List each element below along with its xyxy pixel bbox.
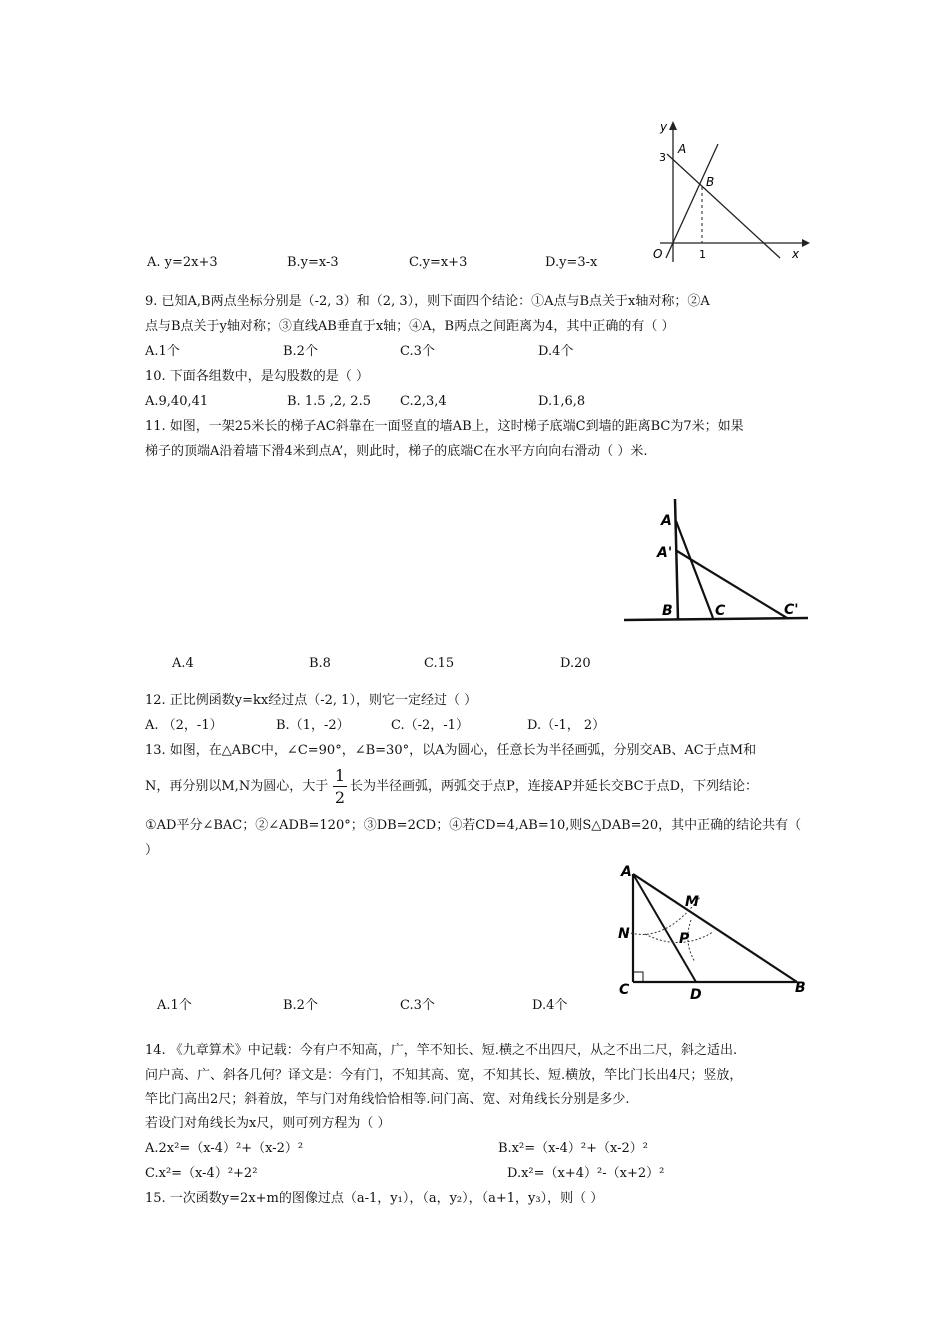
q14-line-1: 14. 《九章算术》中记载：今有户不知高，广，竿不知长、短.横之不出四尺，从之不出二尺，斜之适出. <box>145 1043 738 1058</box>
q11-option-c: C.15 <box>424 656 455 671</box>
label-a: A <box>661 513 672 529</box>
q10-stem: 10. 下面各组数中，是勾股数的是（ ） <box>145 369 369 384</box>
label-a-prime: A' <box>657 545 673 561</box>
q13-option-d: D.4个 <box>532 998 568 1013</box>
wall-line <box>675 499 678 620</box>
q13-fraction <box>333 766 347 807</box>
y-axis-label: y <box>660 120 668 134</box>
q9-line-1: 9. 已知A,B两点坐标分别是（-2, 3）和（2, 3），则下面四个结论：①A点与B点关于x轴对称；②A <box>145 294 710 309</box>
q12-option-c: C.（-2，-1） <box>391 718 469 733</box>
q12-option-d: D.（-1， 2） <box>527 718 606 733</box>
bisector-ad <box>633 874 696 982</box>
q13-option-a: A.1个 <box>157 998 192 1013</box>
q9-option-b: B.2个 <box>283 344 318 359</box>
q13-line-3: ①AD平分∠BAC；②∠ADB=120°；③DB=2CD；④若CD=4,AB=10,则S△DAB=20，其中正确的结论共有（ <box>145 818 802 833</box>
ladder-a-prime-c-prime <box>677 551 787 618</box>
q10-option-d: D.1,6,8 <box>538 394 586 409</box>
label-a: A <box>621 864 632 880</box>
q11-option-d: D.20 <box>560 656 591 671</box>
q12-option-b: B.（1，-2） <box>276 718 350 733</box>
q13-line-4: ） <box>145 843 159 858</box>
q13-line-2a: N，再分别以M,N为圆心，大于 <box>145 779 329 794</box>
point-a-label: A <box>678 142 687 156</box>
q13-line-2b: 长为半径画弧，两弧交于点P，连接AP并延长交BC于点D，下列结论： <box>350 779 759 794</box>
q10-option-b: B. 1.5 ,2, 2.5 <box>287 394 371 409</box>
q13-line-1: 13. 如图，在△ABC中，∠C=90°，∠B=30°，以A为圆心，任意长为半径画弧，分别交AB、AC于点M和 <box>145 743 757 758</box>
label-b: B <box>795 980 806 996</box>
label-n: N <box>618 926 630 942</box>
q9-option-c: C.3个 <box>400 344 435 359</box>
label-c: C <box>715 603 726 619</box>
q8-option-c: C.y=x+3 <box>409 255 468 270</box>
label-p: P <box>679 931 690 947</box>
q13-option-c: C.3个 <box>400 998 435 1013</box>
q11-ladder-figure <box>622 493 812 628</box>
label-d: D <box>690 987 702 1003</box>
q10-option-c: C.2,3,4 <box>400 394 447 409</box>
q14-option-c: C.x²=（x-4）²+2² <box>145 1166 258 1181</box>
q8-option-b: B.y=x-3 <box>287 255 339 270</box>
q11-line-1: 11. 如图，一架25米长的梯子AC斜靠在一面竖直的墙AB上，这时梯子底端C到墙的距离BC为7米；如果 <box>145 419 744 434</box>
point-b-label: B <box>706 175 715 189</box>
x-tick-label: 1 <box>699 248 706 261</box>
label-c: C <box>619 982 630 998</box>
label-b: B <box>662 603 673 619</box>
q11-option-b: B.8 <box>309 656 331 671</box>
q11-option-a: A.4 <box>172 656 194 671</box>
label-c-prime: C' <box>784 602 799 618</box>
x-axis-label: x <box>792 247 800 261</box>
q14-line-2: 问户高、广、斜各几何？译文是：今有门，不知其高、宽，不知其长、短.横放，竿比门长出4尺；竖放， <box>145 1068 743 1083</box>
right-angle-mark <box>633 972 643 982</box>
q14-line-3: 竿比门高出2尺；斜着放，竿与门对角线恰恰相等.问门高、宽、对角线长分别是多少. <box>145 1092 630 1107</box>
q13-option-b: B.2个 <box>283 998 318 1013</box>
q14-option-d: D.x²=（x+4）²-（x+2）² <box>507 1166 665 1181</box>
q15-stem: 15. 一次函数y=2x+m的图像过点（a-1，y₁），（a，y₂），（a+1，y₃），则（ ） <box>145 1191 604 1206</box>
fraction-numerator: 1 <box>334 766 346 785</box>
q11-line-2: 梯子的顶端A沿着墙下滑4米到点A’，则此时，梯子的底端C在水平方向向右滑动（ ）米. <box>145 444 648 459</box>
origin-label: O <box>653 247 663 261</box>
q9-line-2: 点与B点关于y轴对称；③直线AB垂直于x轴；④A，B两点之间距离为4，其中正确的有（ ） <box>145 319 675 334</box>
y-axis-arrow <box>669 121 677 130</box>
label-m: M <box>685 894 699 910</box>
q9-option-d: D.4个 <box>538 344 574 359</box>
q10-option-a: A.9,40,41 <box>145 394 209 409</box>
q13-triangle-figure <box>615 862 815 1002</box>
q12-stem: 12. 正比例函数y=kx经过点（-2, 1），则它一定经过（ ） <box>145 693 478 708</box>
q14-line-4: 若设门对角线长为x尺，则可列方程为（ ） <box>145 1116 391 1131</box>
y-intercept-label: 3 <box>659 151 666 164</box>
q8-option-d: D.y=3-x <box>545 255 598 270</box>
x-axis-arrow <box>802 239 810 247</box>
side-ab <box>633 874 797 982</box>
q12-option-a: A. （2，-1） <box>145 718 223 733</box>
q14-option-a: A.2x²=（x-4）²+（x-2）² <box>145 1141 304 1156</box>
q9-option-a: A.1个 <box>145 344 180 359</box>
q8-option-a: A. y=2x+3 <box>147 255 218 270</box>
q8-graph <box>640 112 820 272</box>
q14-option-b: B.x²=（x-4）²+（x-2）² <box>498 1141 648 1156</box>
fraction-denominator: 2 <box>334 788 346 807</box>
